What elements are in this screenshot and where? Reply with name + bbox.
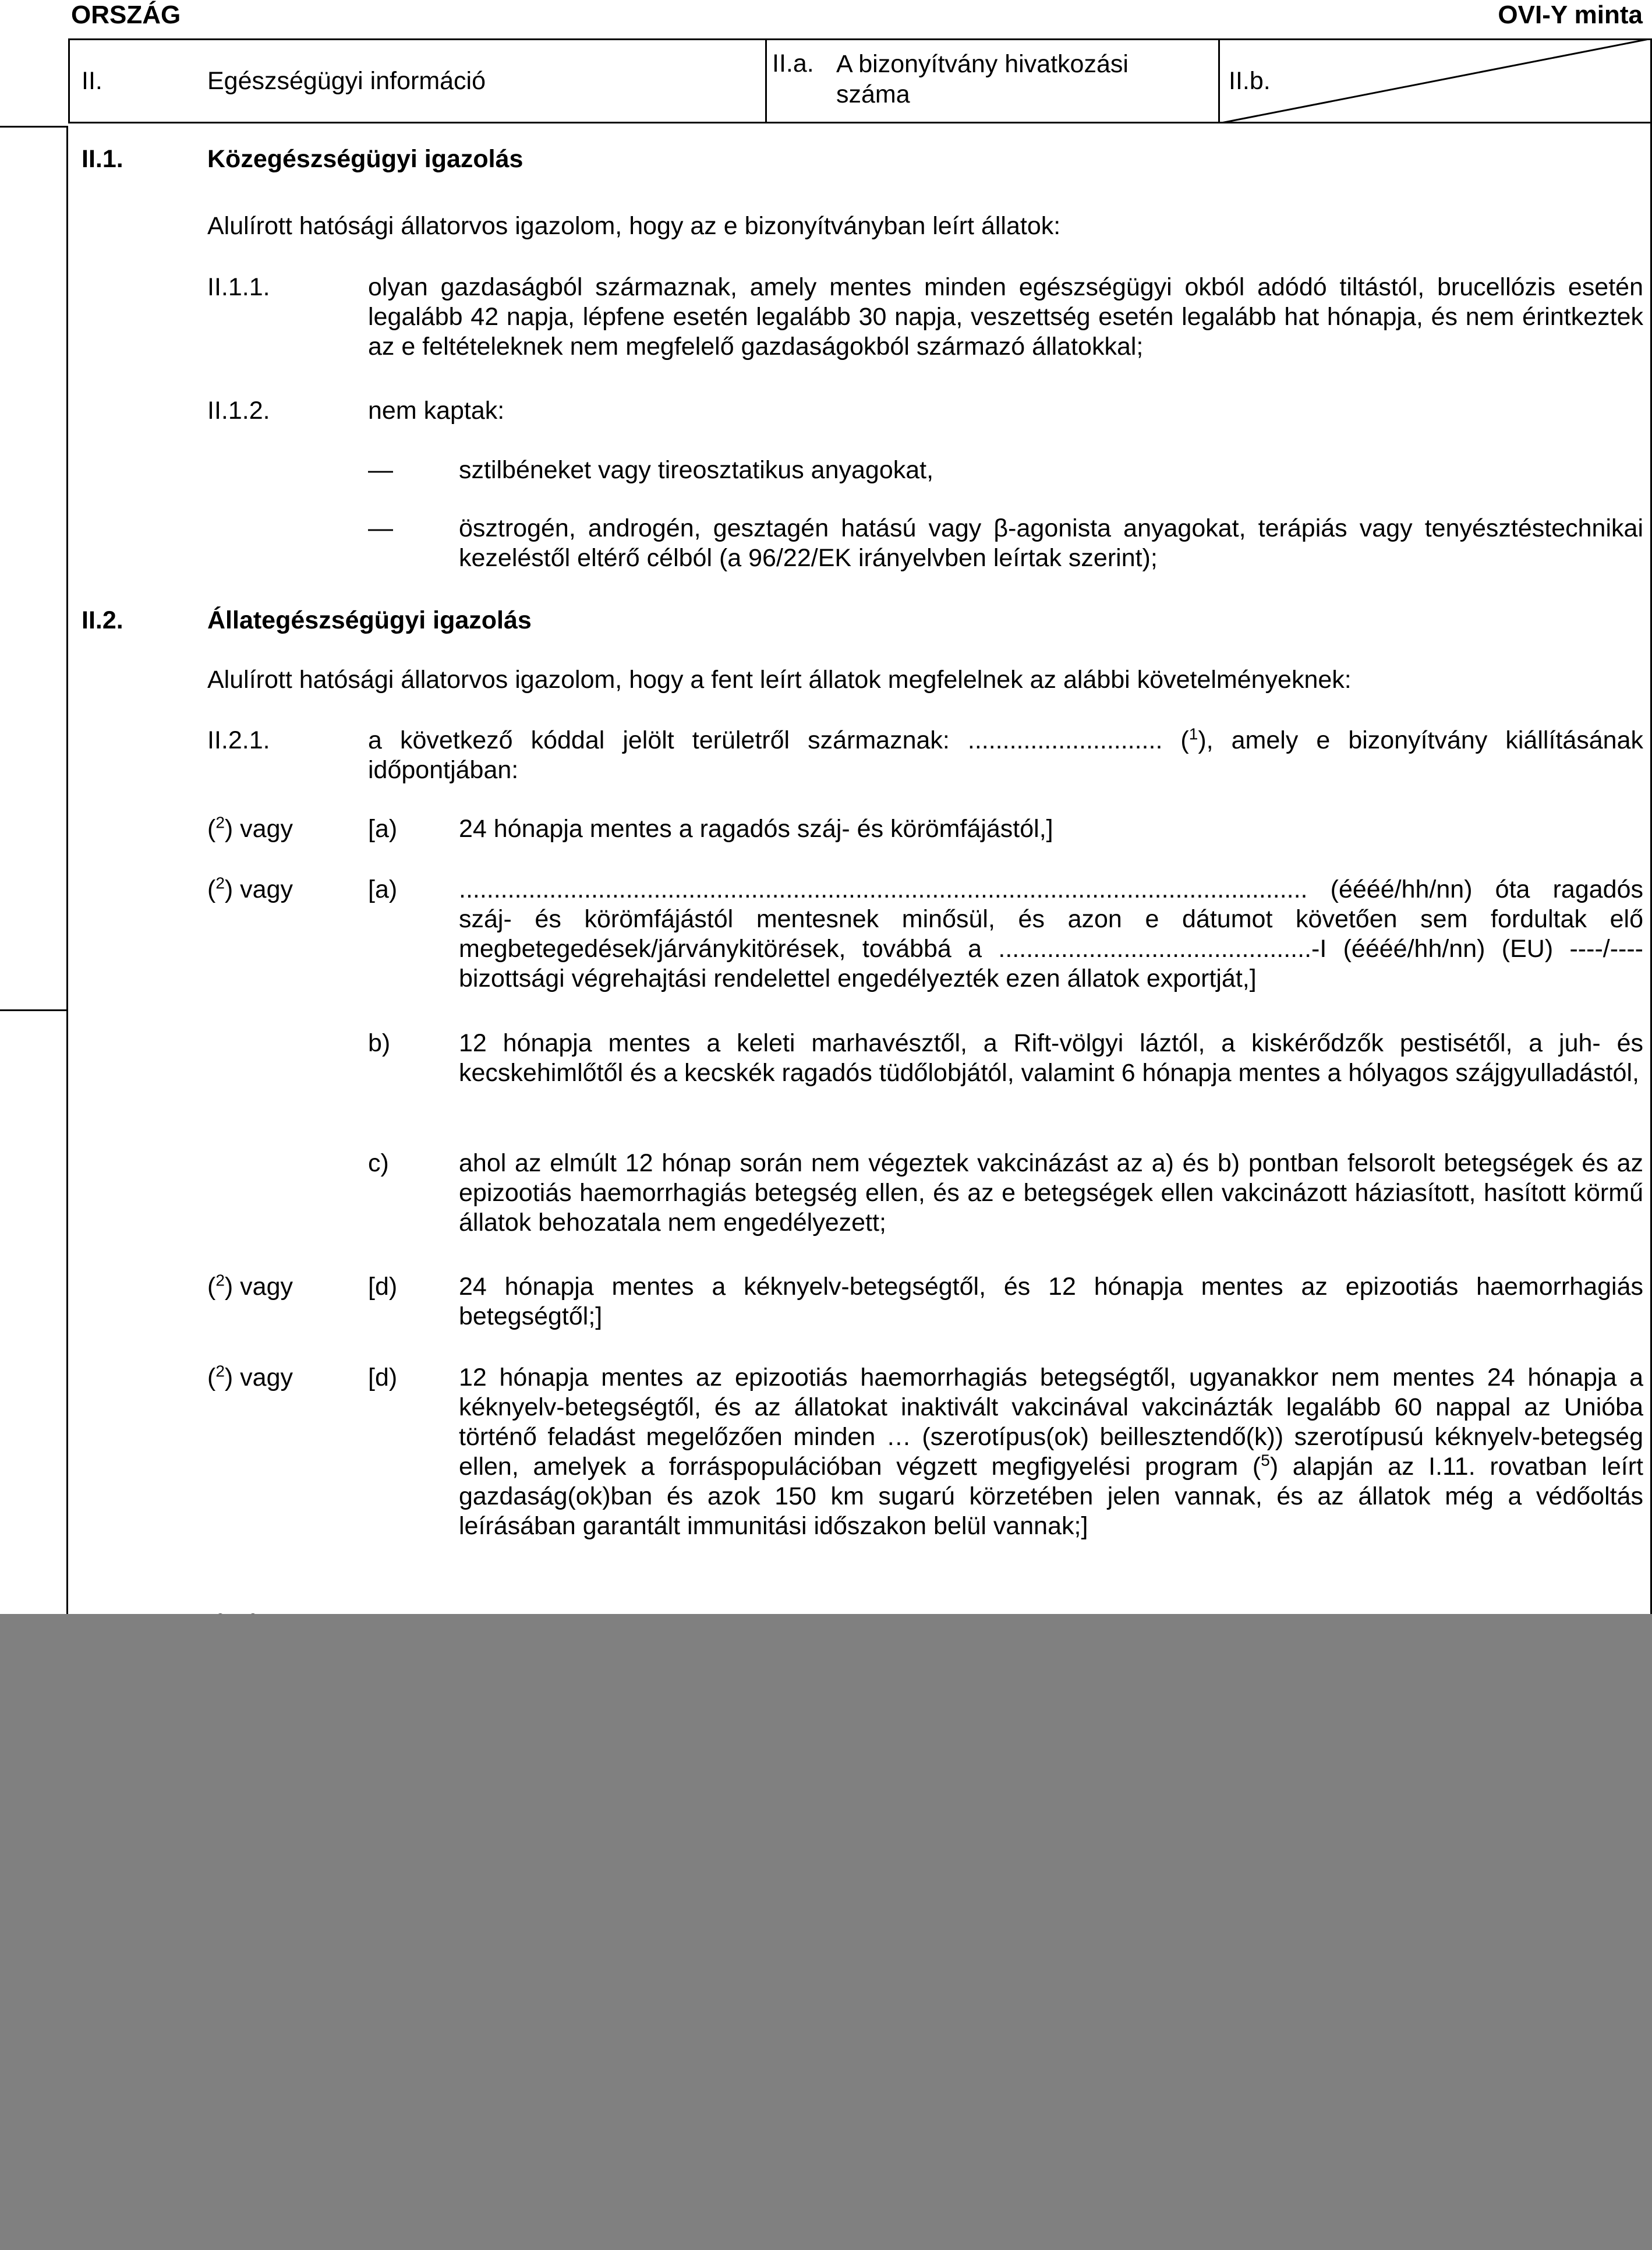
- s2-1-text-a: a következő kóddal jelölt területről származnak: ............................ (: [368, 726, 1189, 754]
- ref-number-text: A bizonyítvány hivatkozási száma: [836, 50, 1129, 108]
- gray-overlay: [0, 1614, 1652, 2250]
- option-prefix-2: ($^2$) vagy: [207, 874, 293, 903]
- row6-text: [459, 1363, 1643, 1541]
- row3-letter: b): [368, 1029, 391, 1057]
- s2-title: Állategészségügyi igazolás: [207, 606, 532, 634]
- row6-footnote: 5: [1261, 1451, 1270, 1470]
- s1-intro: Alulírott hatósági állatorvos igazolom, hogy az e bizonyítványban leírt állatok:: [207, 212, 1061, 240]
- s1-2-number: II.1.2.: [207, 397, 270, 425]
- option-prefix-6: ($^2$) vagy: [207, 1362, 293, 1391]
- s2-number: II.2.: [82, 606, 123, 634]
- row4-letter: c): [368, 1149, 389, 1177]
- s1-2-dash-a: —: [368, 456, 393, 484]
- row5-letter: [d): [368, 1273, 398, 1301]
- option-prefix-1: ($^2$) vagy: [207, 813, 293, 843]
- header-diagonal-line: [1218, 38, 1652, 123]
- section-number: II.: [82, 67, 102, 95]
- side-box: [0, 126, 68, 1011]
- s2-1-text: [368, 726, 1643, 785]
- country-label: ORSZÁG: [71, 1, 181, 29]
- row6-text-a: 12 hónapja mentes az epizootiás haemorrhagiás betegségtől, ugyanakkor nem mentes 24 hónapja a kéknyelv-betegségtől, és az állatokat inaktivált vakcinával vakcinázták legalább 60 nappal az Unióba történő feladást megelőzően minden … (szerotípus(ok) beillesztendő(k)) szerotípusú kéknyelv-betegség ellen, amelyek a forráspopulációban végzett megfigyelési program (: [459, 1364, 1643, 1481]
- s1-2-dash-b: —: [368, 514, 393, 542]
- s1-1-text: olyan gazdaságból származnak, amely mentes minden egészségügyi okból adódó tiltástól, brucellózis esetén legalább 42 napja, lépfene esetén legalább 30 napja, veszettség esetén legalább hat hónapja, és nem érintkeztek az e feltételeknek nem megfelelő gazdaságokból származó állatokkal;: [368, 273, 1643, 361]
- s2-1-number: II.2.1.: [207, 726, 270, 754]
- s2-intro: Alulírott hatósági állatorvos igazolom, hogy a fent leírt állatok megfelelnek az alábbi követelményeknek:: [207, 666, 1352, 694]
- option-prefix-5: ($^2$) vagy: [207, 1271, 293, 1301]
- row6-letter: [d): [368, 1364, 398, 1391]
- s1-2-item-b: ösztrogén, androgén, gesztagén hatású vagy β-agonista anyagokat, terápiás vagy tenyésztéstechnikai kezeléstől eltérő célból (a 96/22/EK irányelvben leírtak szerint);: [459, 514, 1643, 572]
- model-label: OVI-Y minta: [1498, 1, 1643, 29]
- ii-b-label: II.b.: [1229, 67, 1271, 95]
- header-divider-1: [765, 38, 767, 123]
- row1-text: 24 hónapja mentes a ragadós száj- és körömfájástól,]: [459, 815, 1053, 843]
- left-inner-border: [66, 1011, 68, 1615]
- s2-1-text-b: ), amely e bizonyítvány kiállításának időpontjában:: [368, 726, 1643, 784]
- s1-1-number: II.1.1.: [207, 273, 270, 301]
- s1-2-text: nem kaptak:: [368, 397, 505, 425]
- s2-1-footnote: 1: [1188, 725, 1198, 743]
- s1-title: Közegészségügyi igazolás: [207, 145, 523, 173]
- row2-text: .......................................................................................................................... (éééé/hh/nn) óta ragadós száj- és körömfájástól mentesnek minősül, és azon e dátumot követően sem fordultak elő megbetegedések/járványkitörések, továbbá a .............................................-I (éééé/hh/nn) (EU) ----/---- bizottsági végrehajtási rendelettel engedélyezték ezen állatok exportját,]: [459, 875, 1643, 992]
- row5-text: 24 hónapja mentes a kéknyelv-betegségtől, és 12 hónapja mentes az epizootiás haemorrhagiás betegségtől;]: [459, 1273, 1643, 1330]
- row2-letter: [a): [368, 875, 398, 903]
- ref-number-label: II.a.: [772, 50, 814, 77]
- row1-letter: [a): [368, 815, 398, 843]
- row6-text-b: ) alapján az I.11. rovatban leírt gazdaság(ok)ban és azok 150 km sugarú körzetében jelen vannak, és az állatok még a védőoltás leírásában garantált immunitási időszakon belül vannak;]: [459, 1453, 1643, 1540]
- s1-2-item-a: sztilbéneket vagy tireosztatikus anyagokat,: [459, 456, 934, 484]
- s1-number: II.1.: [82, 145, 123, 173]
- row4-text: ahol az elmúlt 12 hónap során nem végeztek vakcinázást az a) és b) pontban felsorolt betegségek és az epizootiás haemorrhagiás betegség ellen, és az e betegségek ellen vakcinázott háziasított, hasított körmű állatok behozatala nem engedélyezett;: [459, 1149, 1643, 1237]
- row3-text: 12 hónapja mentes a keleti marhavésztől, a Rift-völgyi láztól, a kiskérődzők pestisétől, a juh- és kecskehimlőtől és a kecskék ragadós tüdőlobjától, valamint 6 hónapja mentes a hólyagos szájgyulladástól,: [459, 1029, 1643, 1087]
- section-title: Egészségügyi információ: [207, 67, 486, 95]
